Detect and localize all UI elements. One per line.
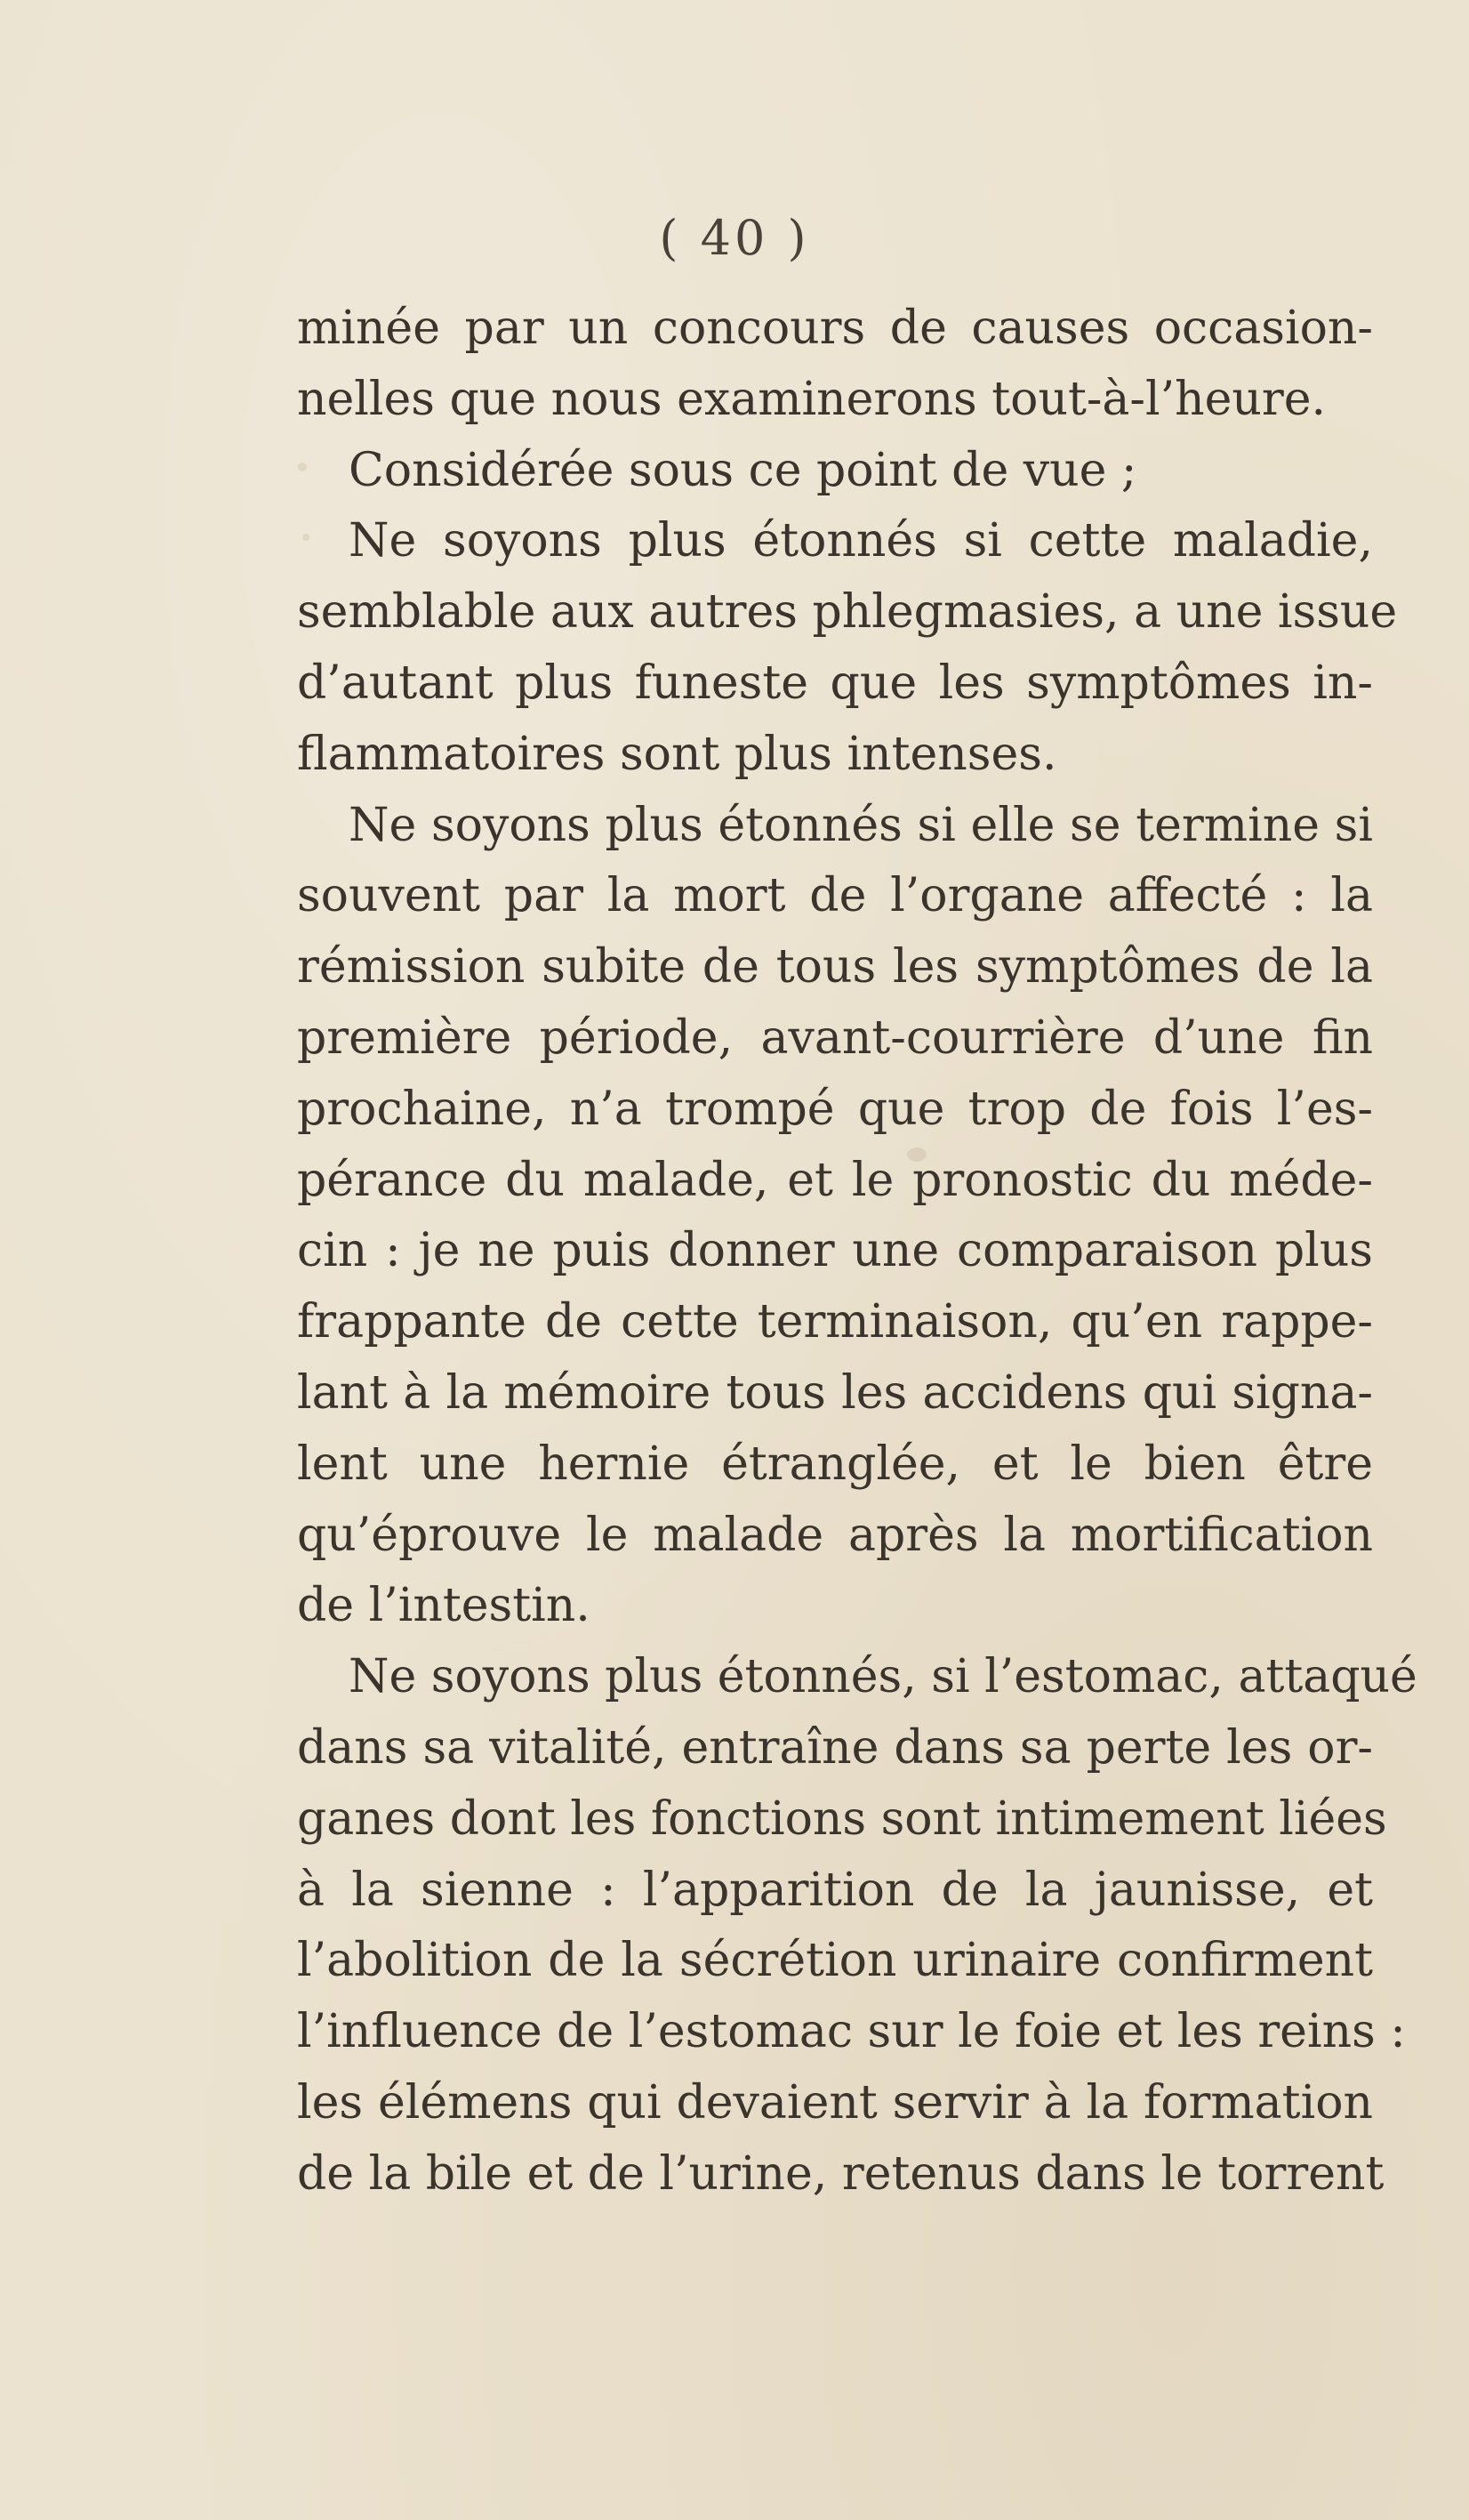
text-line: prochaine, n’a trompé que trop de fois l’es- bbox=[297, 1082, 1373, 1136]
text-line: de l’intestin. bbox=[297, 1579, 590, 1633]
text-line: qu’éprouve le malade après la mortification bbox=[297, 1508, 1373, 1562]
text-line: lent une hernie étranglée, et le bien être bbox=[297, 1437, 1373, 1491]
text-line: de la bile et de l’urine, retenus dans le torrent bbox=[297, 2146, 1385, 2201]
text-line: semblable aux autres phlegmasies, a une issue bbox=[297, 585, 1398, 640]
text-line: d’autant plus funeste que les symptômes in- bbox=[297, 656, 1373, 710]
text-line: Ne soyons plus étonnés si cette maladie, bbox=[349, 514, 1373, 568]
text-line: cin : je ne puis donner une comparaison plus bbox=[297, 1224, 1373, 1278]
text-line: Ne soyons plus étonnés si elle se termine si bbox=[349, 798, 1373, 852]
text-line: à la sienne : l’apparition de la jaunisse, et bbox=[297, 1863, 1373, 1917]
text-line: flammatoires sont plus intenses. bbox=[297, 727, 1057, 781]
text-line: Ne soyons plus étonnés, si l’estomac, attaqué bbox=[349, 1650, 1417, 1704]
text-line: nelles que nous examinerons tout-à-l’heure. bbox=[297, 372, 1327, 426]
text-line: les élémens qui devaient servir à la formation bbox=[297, 2075, 1373, 2130]
text-line: pérance du malade, et le pronostic du méde- bbox=[297, 1153, 1373, 1207]
body-text bbox=[297, 294, 1417, 2210]
text-line: souvent par la mort de l’organe affecté : la bbox=[297, 869, 1373, 923]
page-number: ( 40 ) bbox=[659, 210, 810, 266]
text-line: frappante de cette terminaison, qu’en rappe- bbox=[297, 1295, 1373, 1349]
text-line: Considérée sous ce point de vue ; bbox=[349, 443, 1137, 497]
text-line: rémission subite de tous les symptômes de la bbox=[297, 940, 1373, 994]
text-line: lant à la mémoire tous les accidens qui signa- bbox=[297, 1365, 1373, 1420]
text-line: l’influence de l’estomac sur le foie et les reins : bbox=[297, 2005, 1406, 2059]
text-line: première période, avant-courrière d’une fin bbox=[297, 1010, 1373, 1065]
text-line: l’abolition de la sécrétion urinaire confirment bbox=[297, 1934, 1373, 1988]
text-line: ganes dont les fonctions sont intimement liées bbox=[297, 1791, 1387, 1846]
text-line: dans sa vitalité, entraîne dans sa perte les or- bbox=[297, 1720, 1373, 1775]
text-line: minée par un concours de causes occasion- bbox=[297, 302, 1373, 355]
